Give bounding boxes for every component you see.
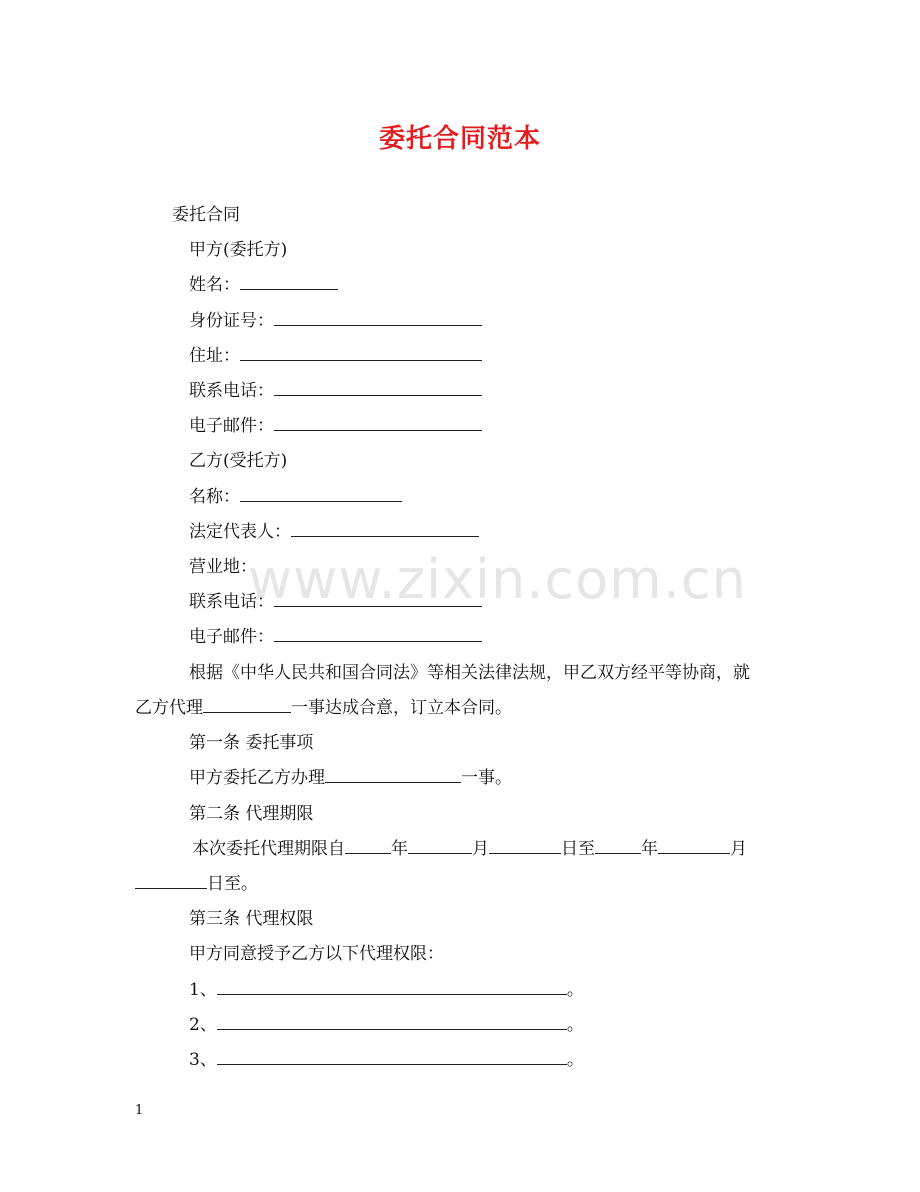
phone-a-label: 联系电话： [189,381,274,401]
authority-item-1 [189,978,584,1002]
party-b-label: 乙方(受托方) [189,451,288,471]
start-day-blank[interactable] [489,837,561,854]
address-label: 住址： [189,346,240,366]
phone-b-blank[interactable] [274,590,482,607]
watermark: www.zixin.com.cn [248,548,747,611]
end-month-blank[interactable] [658,837,730,854]
intro-agreement-text: 一事达成合意，订立本合同。 [291,698,512,718]
item-2-blank[interactable] [217,1013,567,1030]
legal-rep-field [189,520,479,544]
end-year-blank[interactable] [595,837,641,854]
authority-item-3 [189,1048,584,1072]
page-number: 1 [135,1103,144,1118]
company-name-blank[interactable] [240,485,402,502]
name-blank[interactable] [240,273,338,290]
item-2-number: 2、 [189,1015,217,1035]
term-line-2 [135,872,258,896]
article-1-prefix: 甲方委托乙方办理 [189,768,325,788]
term-start-label: 本次委托代理期限自 [192,839,345,859]
address-blank[interactable] [240,344,482,361]
article-1-text [189,766,512,790]
agency-matter-blank[interactable] [203,696,291,713]
article-3-intro: 甲方同意授予乙方以下代理权限： [189,944,444,964]
phone-a-field [189,379,482,403]
end-day-blank[interactable] [135,872,207,889]
email-a-field [189,414,482,438]
contract-heading: 委托合同 [172,205,240,225]
article-1-suffix: 一事。 [461,768,512,788]
company-name-field [189,485,402,509]
article-2-heading: 第二条 代理期限 [189,804,314,824]
article-1-heading: 第一条 委托事项 [189,733,314,753]
email-b-field [189,625,482,649]
start-month-label: 月 [472,839,489,859]
email-b-blank[interactable] [274,625,482,642]
start-day-to-label: 日至 [561,839,595,859]
item-1-number: 1、 [189,980,217,1000]
business-place-field [189,555,257,579]
authority-item-2 [189,1013,584,1037]
item-1-blank[interactable] [217,978,567,995]
phone-b-label: 联系电话： [189,592,274,612]
item-1-period: 。 [566,980,584,1000]
intro-paragraph-line-2 [135,696,512,720]
name-label: 姓名： [189,275,240,295]
phone-a-blank[interactable] [274,379,482,396]
name-field [189,273,338,297]
legal-rep-label: 法定代表人： [189,522,291,542]
business-place-label: 营业地： [189,557,257,577]
party-a-label: 甲方(委托方) [189,240,288,260]
intro-paragraph-line-1: 根据《中华人民共和国合同法》等相关法律法规，甲乙双方经平等协商，就 [189,663,750,683]
term-line-1 [192,837,747,861]
item-3-period: 。 [566,1050,584,1070]
start-year-label: 年 [391,839,408,859]
email-b-label: 电子邮件： [189,627,274,647]
end-day-label: 日至。 [207,874,258,894]
end-month-label: 月 [730,839,747,859]
entrusted-matter-blank[interactable] [325,766,461,783]
start-month-blank[interactable] [408,837,472,854]
start-year-blank[interactable] [345,837,391,854]
id-number-blank[interactable] [274,309,482,326]
article-3-heading: 第三条 代理权限 [189,909,314,929]
id-number-label: 身份证号： [189,311,274,331]
end-year-label: 年 [641,839,658,859]
email-a-label: 电子邮件： [189,416,274,436]
item-3-blank[interactable] [217,1048,567,1065]
intro-agency-label: 乙方代理 [135,698,203,718]
phone-b-field [189,590,482,614]
item-3-number: 3、 [189,1050,217,1070]
company-name-label: 名称： [189,487,240,507]
legal-rep-blank[interactable] [291,520,479,537]
address-field [189,344,482,368]
document-title: 委托合同范本 [378,124,541,154]
email-a-blank[interactable] [274,414,482,431]
id-number-field [189,309,482,333]
item-2-period: 。 [566,1015,584,1035]
